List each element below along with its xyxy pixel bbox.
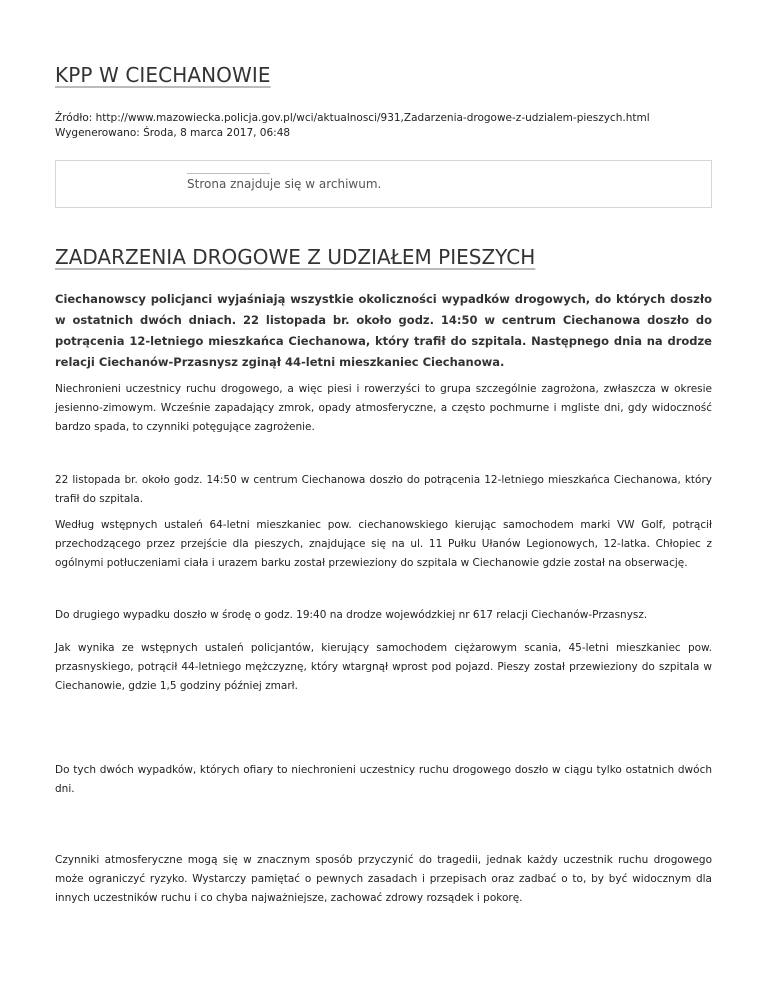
article-paragraph: Według wstępnych ustaleń 64-letni mieszkaniec pow. ciechanowskiego kierując samochodem marki VW Golf, potrącił przechodzącego przez przejście dla pieszych, znajdujące się na ul. 11 Pułku Ułanów Legionowych, 12-latka. Chłopiec z ogólnymi potłuczeniami ciała i urazem barku został przewieziony do szpitala w Ciechanowie gdzie został na obserwację. <box>55 519 712 569</box>
source-line: Źródło: http://www.mazowiecka.policja.gov.pl/wci/aktualnosci/931,Zadarzenia-drogowe-z-udzialem-pieszych.html <box>55 112 650 124</box>
site-title: KPP W CIECHANOWIE <box>55 63 271 87</box>
article-paragraph: Niechronieni uczestnicy ruchu drogowego, a więc piesi i rowerzyści to grupa szczególnie zagrożona, zwłaszcza w okresie jesienno-zimowym. Wcześnie zapadający zmrok, opady atmosferyczne, a często pochmurne i mgliste dni, gdy widoczność bardzo spada, to czynniki potęgujące zagrożenie. <box>55 383 712 433</box>
article-paragraph: Do drugiego wypadku doszło w środę o godz. 19:40 na drodze wojewódzkiej nr 617 relacji Ciechanów-Przasnysz. <box>55 609 648 621</box>
archive-notice-text: Strona znajduje się w archiwum. <box>187 177 382 191</box>
article-paragraph: Czynniki atmosferyczne mogą się w znacznym sposób przyczynić do tragedii, jednak każdy uczestnik ruchu drogowego może ograniczyć ryzyko. Wystarczy pamiętać o pewnych zasadach i przepisach oraz zadbać o to, by być widocznym dla innych uczestników ruchu i co chyba najważniejsze, zachować zdrowy rozsądek i pokorę. <box>55 854 712 904</box>
article-paragraph: Jak wynika ze wstępnych ustaleń policjantów, kierujący samochodem ciężarowym scania, 45-letni mieszkaniec pow. przasnyskiego, potrącił 44-letniego mężczyznę, który wtargnął wprost pod pojazd. Pieszy został przewieziony do szpitala w Ciechanowie, gdzie 1,5 godziny później zmarł. <box>55 642 712 692</box>
article-title: ZADARZENIA DROGOWE Z UDZIAŁEM PIESZYCH <box>55 245 536 269</box>
article-lead: Ciechanowscy policjanci wyjaśniają wszystkie okoliczności wypadków drogowych, do których doszło w ostatnich dwóch dniach. 22 listopada br. około godz. 14:50 w centrum Ciechanowa doszło do potrącenia 12-letniego mieszkańca Ciechanowa, który trafił do szpitala. Następnego dnia na drodze relacji Ciechanów-Przasnysz zginął 44-letni mieszkaniec Ciechanowa. <box>55 292 712 369</box>
archive-notice-box <box>55 160 712 208</box>
generated-line: Wygenerowano: Środa, 8 marca 2017, 06:48 <box>55 127 291 139</box>
document-meta <box>55 111 650 141</box>
article-paragraph: 22 listopada br. około godz. 14:50 w centrum Ciechanowa doszło do potrącenia 12-letniego mieszkańca Ciechanowa, który trafił do szpitala. <box>55 474 712 505</box>
article-paragraph: Do tych dwóch wypadków, których ofiary to niechronieni uczestnicy ruchu drogowego doszło w ciągu tylko ostatnich dwóch dni. <box>55 764 712 795</box>
archive-divider <box>187 173 270 174</box>
